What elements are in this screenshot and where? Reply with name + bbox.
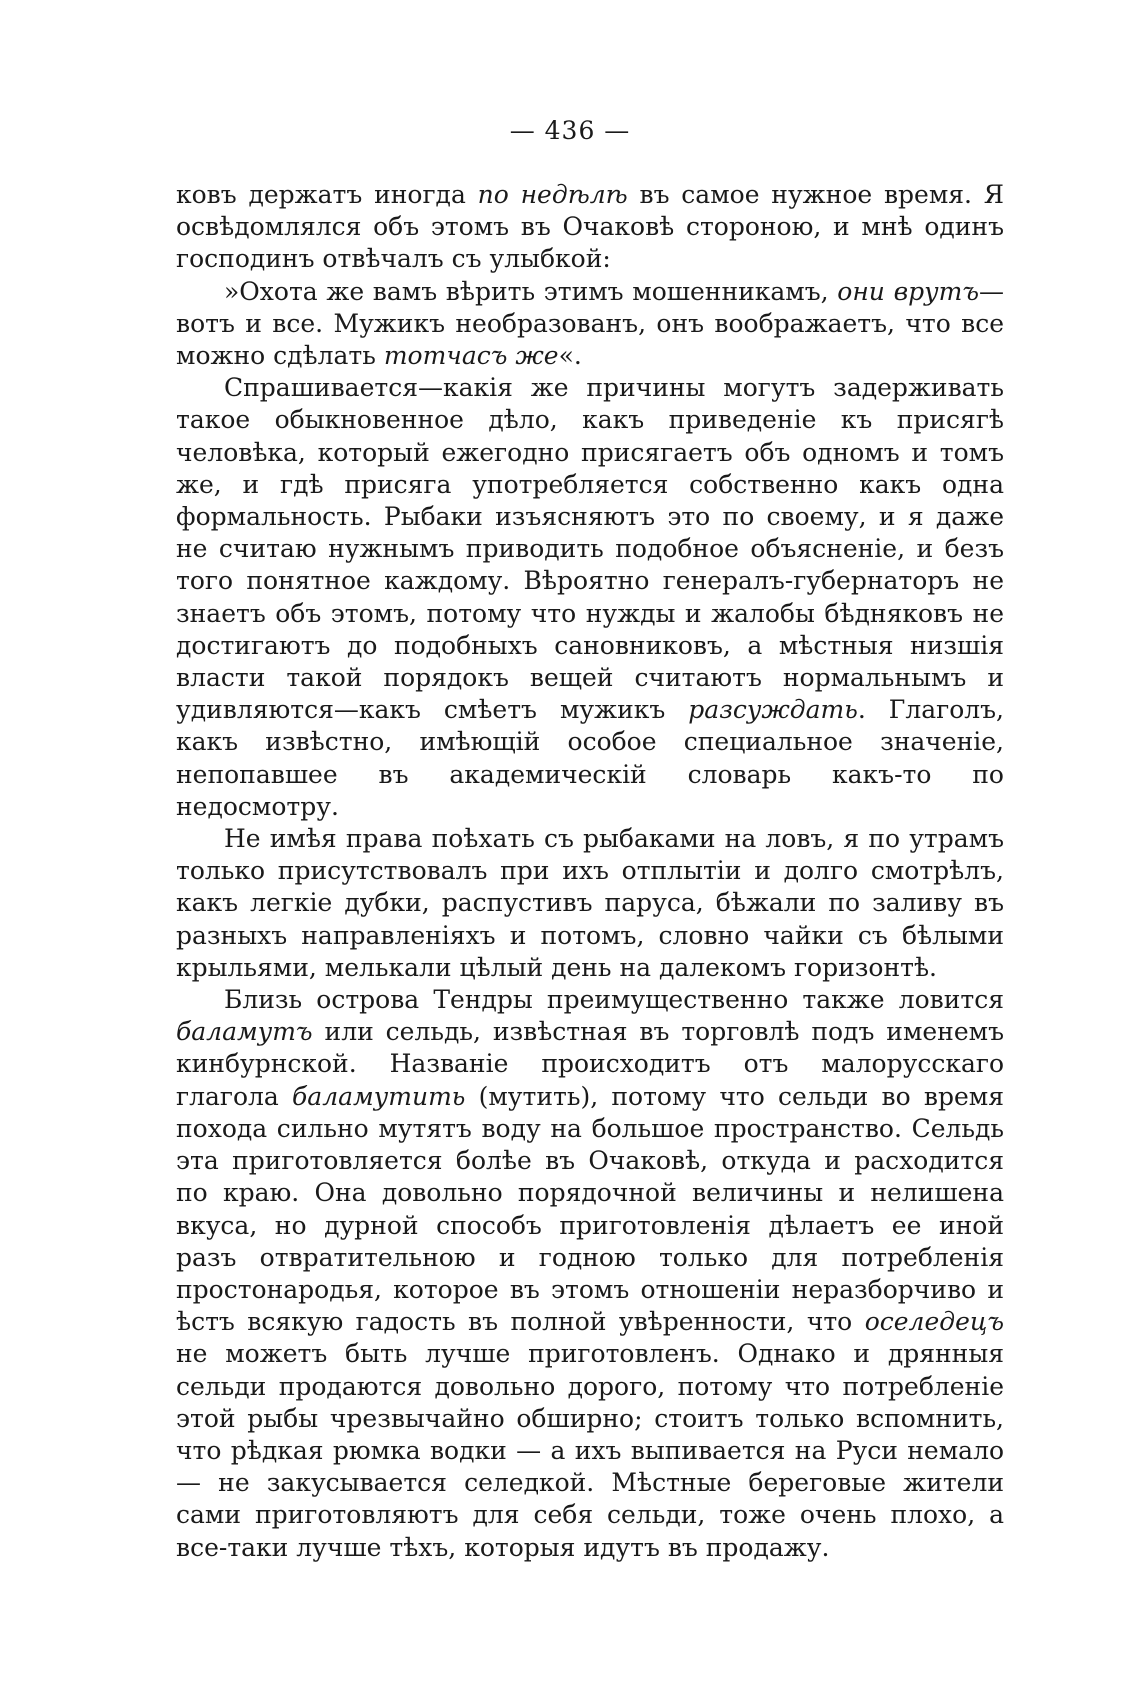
text-run: ковъ держатъ иногда	[176, 180, 478, 209]
text-run: Не имѣя права поѣхать съ рыбаками на ловъ, я по утрамъ только присутствовалъ при ихъ отплытіи и долго смотрѣлъ, какъ легкіе дубки, распустивъ паруса, бѣжали по заливу въ разныхъ направленіяхъ и потомъ, словно чайки съ бѣлыми крыльями, мелькали цѣлый день на далекомъ горизонтѣ.	[176, 824, 1004, 982]
italic-text: баламутить	[292, 1081, 466, 1111]
italic-text: разсуждать	[688, 695, 858, 725]
page-number: — 436 —	[509, 116, 631, 145]
italic-text: оселедецъ	[864, 1307, 1004, 1337]
body-text	[176, 179, 1004, 1564]
italic-text: баламутъ	[176, 1017, 313, 1047]
text-run: «.	[558, 341, 582, 371]
text-run: Близь острова Тендры преимущественно также ловится	[224, 985, 1004, 1015]
paragraph	[176, 823, 1004, 984]
text-run: въ самое нужное время. Я освѣдомлялся объ этомъ въ Очаковѣ стороною, и мнѣ одинъ господинъ отвѣчалъ съ улыбкой:	[176, 180, 1004, 274]
paragraph	[176, 179, 1004, 276]
paragraph	[176, 372, 1004, 823]
text-run: (мутить), потому что сельди во время похода сильно мутятъ воду на большое пространство. Сельдь эта приготовляется болѣе въ Очаковѣ, откуда и расходится по краю. Она довольно порядочной величины и нелишена вкуса, но дурной способъ приготовленія дѣлаетъ ее иной разъ отвратительною и годною только для потребленія простонародья, которое въ этомъ отношеніи неразборчиво и ѣстъ всякую гадость въ полной увѣренности, что	[176, 1081, 1004, 1337]
text-run: »Охота же вамъ вѣрить этимъ мошенникамъ,	[224, 276, 838, 306]
italic-text: они врутъ	[837, 276, 979, 306]
paragraph	[176, 276, 1004, 373]
text-run: . Глаголъ, какъ извѣстно, имѣющій особое специальное значеніе, непопавшее въ академическій словарь какъ-то по недосмотру.	[176, 695, 1004, 821]
paragraph	[176, 984, 1004, 1564]
text-run: — вотъ и все. Мужикъ необразованъ, онъ воображаетъ, что все можно сдѣлать	[176, 276, 1004, 371]
text-run: не можетъ быть лучше приготовленъ. Однако и дрянныя сельди продаются довольно дорого, потому что потребленіе этой рыбы чрезвычайно обширно; стоитъ только вспомнить, что рѣдкая рюмка водки — а ихъ выпивается на Руси немало — не закусывается селедкой. Мѣстные береговые жители сами приготовляютъ для себя сельди, тоже очень плохо, а все-таки лучше тѣхъ, которыя идутъ въ продажу.	[176, 1339, 1004, 1562]
italic-text: тотчасъ же	[383, 341, 559, 371]
italic-text: по недѣлѣ	[477, 180, 628, 209]
text-run: Спрашивается—какія же причины могутъ задерживать такое обыкновенное дѣло, какъ приведеніе къ присягѣ человѣка, который ежегодно присягаетъ объ одномъ и томъ же, и гдѣ присяга употребляется собственно какъ одна формальность. Рыбаки изъясняютъ это по своему, и я даже не считаю нужнымъ приводить подобное объясненіе, и безъ того понятное каждому. Вѣроятно генералъ-губернаторъ не знаетъ объ этомъ, потому что нужды и жалобы бѣдняковъ не достигаютъ до подобныхъ сановниковъ, а мѣстныя низшія власти такой порядокъ вещей считаютъ нормальнымъ и удивляются—какъ смѣетъ мужикъ	[176, 373, 1004, 725]
text-run: или сельдь, извѣстная въ торговлѣ подъ именемъ кинбурнской. Названіе происходитъ отъ малорусскаго глагола	[176, 1017, 1004, 1111]
